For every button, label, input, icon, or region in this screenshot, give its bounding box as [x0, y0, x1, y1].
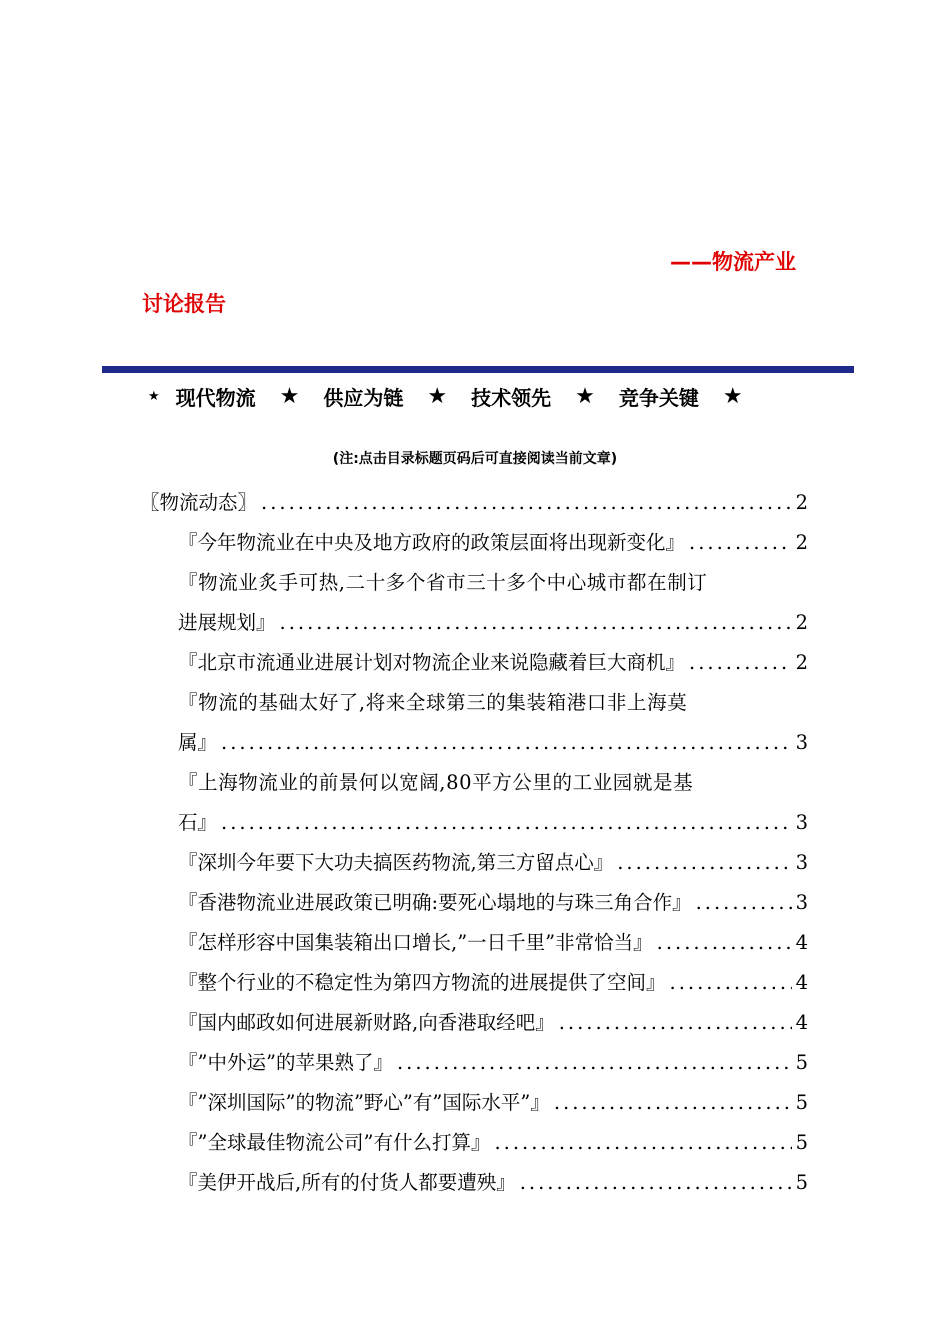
toc-page-number[interactable]: 3 [795, 851, 808, 874]
toc-entry[interactable] [140, 1163, 808, 1203]
toc-leader [494, 1123, 791, 1163]
toc-entry[interactable] [140, 683, 808, 723]
report-subtitle-line1: ——物流产业 [670, 250, 796, 274]
toc-entry-title: 『今年物流业在中央及地方政府的政策层面将出现新变化』 [178, 531, 686, 554]
star-icon: ★ [279, 383, 300, 409]
toc-leader [554, 1083, 792, 1123]
toc-entry-title: 『美伊开战后,所有的付货人都要遭殃』 [178, 1171, 516, 1194]
toc-leader [689, 523, 792, 563]
star-icon: ★ [575, 383, 595, 409]
slogan-item: 技术领先 [471, 385, 552, 410]
toc-page-number[interactable]: 4 [795, 971, 808, 994]
toc-leader [670, 963, 792, 1003]
toc-leader [689, 643, 792, 683]
toc-entry[interactable] [140, 923, 808, 963]
toc-leader [280, 603, 792, 643]
star-icon: ★ [148, 388, 160, 404]
toc-section[interactable] [140, 483, 808, 523]
toc-leader [696, 883, 792, 923]
toc-entry-title: 『整个行业的不稳定性为第四方物流的进展提供了空间』 [178, 971, 666, 994]
toc-page-number[interactable]: 4 [795, 1011, 808, 1034]
toc-page-number[interactable]: 5 [795, 1171, 808, 1194]
toc-entry[interactable] [140, 523, 808, 563]
toc-entry-title: 『北京市流通业进展计划对物流企业来说隐藏着巨大商机』 [178, 651, 686, 674]
toc-entry-title: 石』 [178, 811, 218, 834]
star-icon: ★ [722, 383, 743, 409]
toc-entry-title: 『上海物流业的前景何以宽阔,80平方公里的工业园就是基 [178, 771, 694, 794]
toc-entry-continuation[interactable] [140, 723, 808, 763]
toc-page-number[interactable]: 3 [795, 811, 808, 834]
toc-entry-title: 『物流的基础太好了,将来全球第三的集装箱港口非上海莫 [178, 691, 688, 714]
toc-entry[interactable] [140, 1123, 808, 1163]
horizontal-rule [102, 366, 854, 373]
toc-page-number[interactable]: 3 [795, 731, 808, 754]
toc-entry-title: 『深圳今年要下大功夫搞医药物流,第三方留点心』 [178, 851, 614, 874]
table-of-contents [140, 483, 808, 1203]
toc-entry[interactable] [140, 1083, 808, 1123]
toc-page-number[interactable]: 5 [795, 1051, 808, 1074]
toc-entry-title: 『国内邮政如何进展新财路,向香港取经吧』 [178, 1011, 555, 1034]
toc-entry-title: 『”全球最佳物流公司”有什么打算』 [178, 1131, 491, 1154]
toc-entry[interactable] [140, 763, 808, 803]
toc-entry[interactable] [140, 563, 808, 603]
toc-entry-title: 进展规划』 [178, 611, 276, 634]
slogan-item: 现代物流 [175, 385, 256, 410]
report-subtitle-line2: 讨论报告 [142, 292, 226, 316]
toc-leader [617, 843, 791, 883]
slogan-bar [148, 380, 743, 412]
toc-entry-title: 『”深圳国际”的物流”野心”有”国际水平”』 [178, 1091, 550, 1114]
toc-page-number[interactable]: 5 [795, 1131, 808, 1154]
toc-entry[interactable] [140, 1003, 808, 1043]
toc-entry[interactable] [140, 883, 808, 923]
toc-leader [397, 1043, 792, 1083]
toc-entry-continuation[interactable] [140, 603, 808, 643]
toc-entry-title: 『怎样形容中国集装箱出口增长,”一日千里”非常恰当』 [178, 931, 653, 954]
slogan-item: 供应为链 [323, 385, 404, 410]
toc-section-title: 〖物流动态〗 [140, 491, 258, 514]
toc-entry-title: 属』 [178, 731, 218, 754]
toc-entry[interactable] [140, 643, 808, 683]
toc-page-number[interactable]: 5 [795, 1091, 808, 1114]
slogan-item: 竞争关键 [618, 385, 699, 410]
toc-entry[interactable] [140, 843, 808, 883]
toc-page-number[interactable]: 2 [795, 491, 808, 514]
toc-entry[interactable] [140, 1043, 808, 1083]
toc-entry-continuation[interactable] [140, 803, 808, 843]
toc-leader [559, 1003, 792, 1043]
toc-entry-title: 『”中外运”的苹果熟了』 [178, 1051, 393, 1074]
toc-page-number[interactable]: 2 [795, 611, 808, 634]
toc-page-number[interactable]: 4 [795, 931, 808, 954]
toc-note: (注:点击目录标题页码后可直接阅读当前文章) [332, 451, 618, 467]
toc-leader [520, 1163, 792, 1203]
star-icon: ★ [427, 383, 448, 409]
toc-entry[interactable] [140, 963, 808, 1003]
toc-leader [221, 803, 792, 843]
toc-page-number[interactable]: 2 [795, 531, 808, 554]
toc-page-number[interactable]: 2 [795, 651, 808, 674]
toc-entry-title: 『香港物流业进展政策已明确:要死心塌地的与珠三角合作』 [178, 891, 692, 914]
toc-leader [657, 923, 792, 963]
toc-page-number[interactable]: 3 [795, 891, 808, 914]
toc-leader [261, 483, 792, 523]
toc-leader [221, 723, 792, 763]
toc-entry-title: 『物流业炙手可热,二十多个省市三十多个中心城市都在制订 [178, 571, 708, 594]
